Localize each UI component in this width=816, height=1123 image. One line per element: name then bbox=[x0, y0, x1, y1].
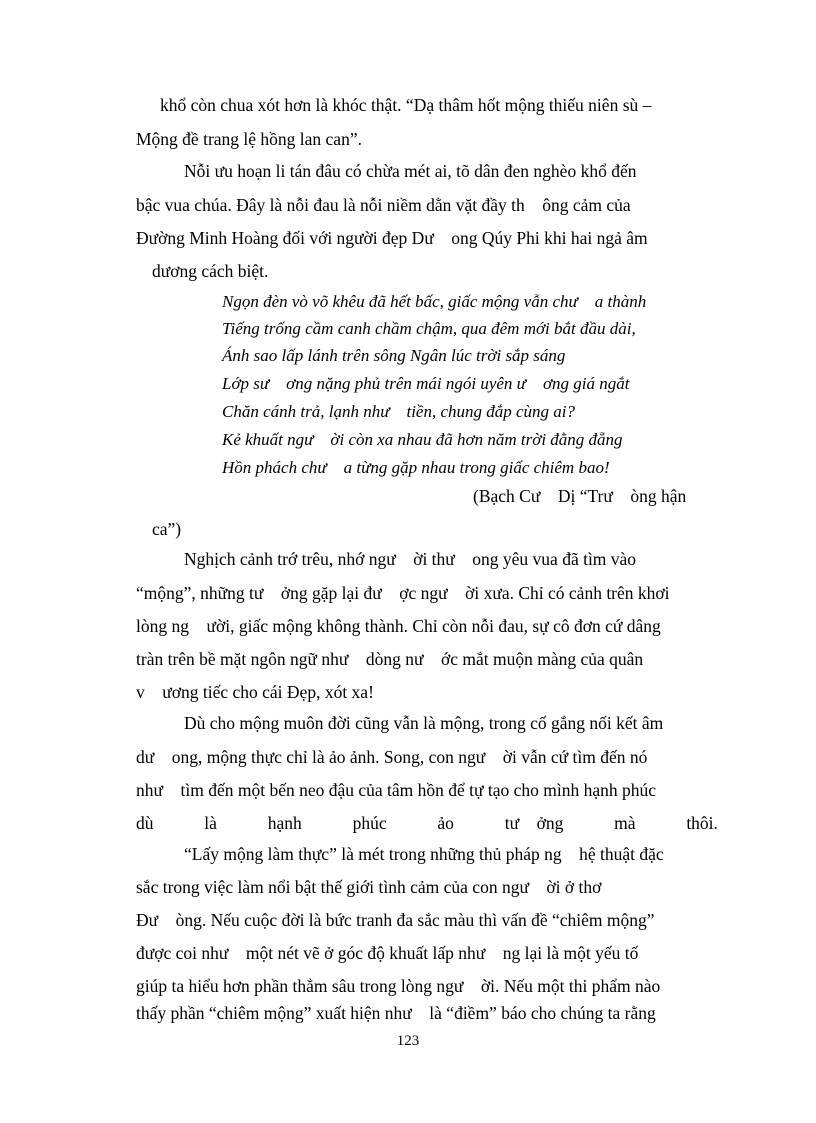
word: là bbox=[204, 813, 217, 833]
text-line: “mộng”, những tư ởng gặp lại đư ợc ngư ời xưa. Chỉ có cảnh trên khơi bbox=[136, 583, 670, 603]
text-line: khổ còn chua xót hơn là khóc thật. “Dạ thâm hốt mộng thiếu niên sù – bbox=[160, 95, 652, 115]
text-line: thấy phần “chiêm mộng” xuất hiện như là “điềm” báo cho chúng ta rằng bbox=[136, 1003, 656, 1023]
text-line: Đường Minh Hoàng đối với người đẹp Dư ong Qúy Phi khi hai ngả âm bbox=[136, 228, 648, 248]
text-line: v ương tiếc cho cái Đẹp, xót xa! bbox=[136, 682, 374, 702]
text-line: bậc vua chúa. Đây là nỗi đau là nỗi niềm dằn vặt đầy th ông cảm của bbox=[136, 195, 631, 215]
spread-text-line bbox=[136, 812, 718, 834]
verse-line: Ngọn đèn vò võ khêu đã hết bấc, giấc mộng vẫn chư a thành bbox=[222, 292, 647, 311]
word: dù bbox=[136, 813, 154, 833]
word: tư ởng bbox=[504, 813, 564, 833]
text-line: dương cách biệt. bbox=[152, 261, 269, 281]
text-line: Nghịch cảnh trớ trêu, nhớ ngư ời thư ong yêu vua đã tìm vào bbox=[184, 549, 637, 569]
word: ảo bbox=[437, 813, 454, 833]
text-line: Mộng đề trang lệ hồng lan can”. bbox=[136, 129, 362, 149]
verse-line: Lớp sư ơng nặng phủ trên mái ngói uyên ư ơng giá ngắt bbox=[222, 374, 630, 393]
verse-line: Hồn phách chư a từng gặp nhau trong giấc chiêm bao! bbox=[222, 458, 610, 477]
word: thôi. bbox=[686, 813, 718, 833]
word: hạnh bbox=[267, 813, 302, 833]
text-line: Dù cho mộng muôn đời cũng vẫn là mộng, trong cố gắng nối kết âm bbox=[184, 713, 664, 733]
text-line: Nỗi ưu hoạn li tán đâu có chừa mét ai, tõ dân đen nghèo khổ đến bbox=[184, 161, 637, 181]
citation-line: ca”) bbox=[152, 519, 182, 539]
text-line: được coi như một nét vẽ ở góc độ khuất lấp như ng lại là một yếu tố bbox=[136, 943, 639, 963]
text-line: như tìm đến một bến neo đậu của tâm hồn để tự tạo cho mình hạnh phúc bbox=[136, 780, 657, 800]
verse-line: Kẻ khuất ngư ời còn xa nhau đã hơn năm trời đằng đẵng bbox=[222, 430, 623, 449]
citation-line: (Bạch Cư Dị “Trư òng hận bbox=[473, 486, 687, 506]
text-line: sắc trong việc làm nổi bật thế giới tình cảm của con ngư ời ở thơ bbox=[136, 877, 602, 897]
word: phúc bbox=[352, 813, 387, 833]
text-line: giúp ta hiểu hơn phần thẳm sâu trong lòng ngư ời. Nếu một thi phẩm nào bbox=[136, 976, 661, 996]
word: mà bbox=[614, 813, 636, 833]
verse-line: Tiếng trống cầm canh chầm chậm, qua đêm mới bắt đầu dài, bbox=[222, 319, 636, 338]
text-line: tràn trên bề mặt ngôn ngữ như dòng nư ớc mắt muộn màng của quân bbox=[136, 649, 644, 669]
text-line: dư ong, mộng thực chỉ là ảo ảnh. Song, con ngư ời vẫn cứ tìm đến nó bbox=[136, 747, 648, 767]
verse-line: Chăn cánh trả, lạnh như tiền, chung đắp cùng ai? bbox=[222, 402, 576, 421]
text-line: lòng ng ười, giấc mộng không thành. Chỉ còn nỗi đau, sự cô đơn cứ dâng bbox=[136, 616, 661, 636]
verse-line: Ánh sao lấp lánh trên sông Ngân lúc trời sắp sáng bbox=[222, 346, 566, 365]
text-line: Đư òng. Nếu cuộc đời là bức tranh đa sắc màu thì vấn đề “chiêm mộng” bbox=[136, 910, 655, 930]
page-number: 123 bbox=[396, 1033, 420, 1049]
text-line: “Lấy mộng làm thực” là mét trong những thủ pháp ng hệ thuật đặc bbox=[184, 844, 664, 864]
